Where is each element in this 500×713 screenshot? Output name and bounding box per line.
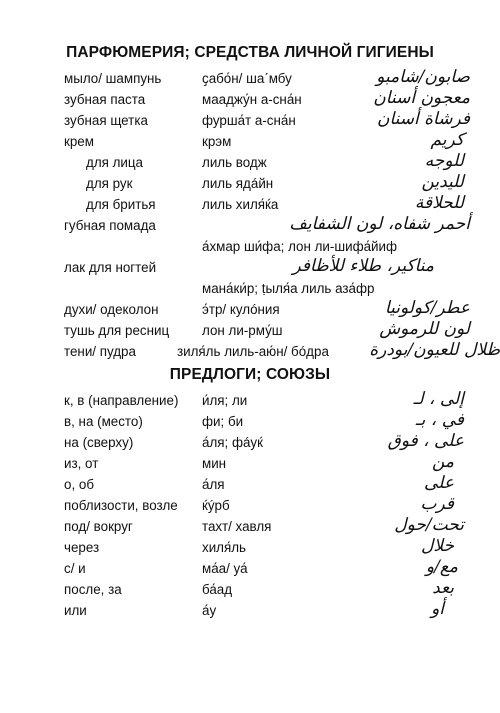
arabic-script: ظلال للعيون/بودرة bbox=[369, 340, 500, 360]
arabic-script: لليدين bbox=[421, 172, 464, 192]
transliteration: хиля́ль bbox=[202, 540, 247, 555]
transliteration: мана́ки́р; ṭыля́а лиль аза́фр bbox=[202, 281, 375, 296]
arabic-script: صابون/شامبو bbox=[376, 67, 470, 87]
list-item bbox=[64, 340, 500, 364]
russian-term: поблизости, возле bbox=[64, 498, 178, 513]
arabic-script: فرشاة أسنان bbox=[376, 109, 470, 129]
list-item bbox=[64, 578, 494, 602]
list-item bbox=[64, 431, 494, 455]
list-item bbox=[64, 256, 494, 280]
transliteration: лиль ядáйн bbox=[202, 176, 274, 191]
arabic-script: في ، بـ bbox=[415, 410, 464, 430]
transliteration: мин bbox=[202, 456, 227, 471]
arabic-script: للحلاقة bbox=[414, 193, 464, 213]
arabic-script: من bbox=[431, 452, 454, 472]
arabic-script: معجون أسنان bbox=[373, 88, 470, 108]
arabic-script: بعد bbox=[432, 578, 454, 598]
russian-term: под/ вокруг bbox=[64, 519, 133, 534]
russian-term: в, на (место) bbox=[64, 414, 143, 429]
russian-term: мыло/ шампунь bbox=[64, 71, 162, 86]
transliteration: а́хмар ши́фа; лон ли-шифа́йиф bbox=[202, 239, 398, 254]
russian-term: о, об bbox=[64, 477, 95, 492]
transliteration: лиль хиля́ќа bbox=[202, 197, 279, 212]
section-title-perfumery: ПАРФЮМЕРИЯ; СРЕДСТВА ЛИЧНОЙ ГИГИЕНЫ bbox=[66, 44, 434, 61]
transliteration: ҫабо́н/ шаˊмбу bbox=[202, 71, 292, 86]
arabic-script: لون للرموش bbox=[379, 319, 470, 339]
transliteration: э́тр/ кулóния bbox=[202, 302, 280, 317]
transliteration: лон ли-рму́ш bbox=[202, 323, 283, 338]
russian-term: крем bbox=[64, 134, 94, 149]
arabic-script: مناكير، طلاء للأظافر bbox=[292, 256, 434, 276]
arabic-script: خلال bbox=[420, 536, 454, 556]
transliteration: а́у bbox=[202, 603, 217, 618]
russian-term: лак для ногтей bbox=[64, 260, 157, 275]
arabic-script: على bbox=[424, 473, 454, 493]
russian-term: из, от bbox=[64, 456, 99, 471]
transliteration: ќýрб bbox=[202, 498, 230, 513]
russian-term: зубная щетка bbox=[64, 113, 148, 128]
russian-term: губная помада bbox=[64, 218, 156, 233]
transliteration: крэм bbox=[202, 134, 232, 149]
list-item bbox=[64, 214, 494, 238]
arabic-script: تحت/حول bbox=[394, 515, 464, 535]
transliteration: фи; би bbox=[202, 414, 244, 429]
russian-term: после, за bbox=[64, 582, 122, 597]
transliteration: фурша́т а-сна́н bbox=[202, 113, 296, 128]
russian-term: для лица bbox=[86, 155, 144, 170]
russian-term: духи/ одеколон bbox=[64, 302, 159, 317]
russian-term: с/ и bbox=[64, 561, 86, 576]
russian-term: через bbox=[64, 540, 100, 555]
russian-term: или bbox=[64, 603, 87, 618]
list-item bbox=[64, 557, 494, 581]
russian-term: на (сверху) bbox=[64, 435, 134, 450]
arabic-script: مع/و bbox=[425, 557, 458, 577]
arabic-script: عطر/كولونيا bbox=[384, 298, 470, 318]
section-title-prepositions: ПРЕДЛОГИ; СОЮЗЫ bbox=[169, 366, 331, 383]
transliteration: а́ля bbox=[202, 477, 225, 492]
russian-term: для рук bbox=[86, 176, 133, 191]
transliteration: ба́ад bbox=[202, 582, 233, 597]
transliteration: а́ля; фáуќ bbox=[202, 435, 263, 450]
transliteration: и́ля; ли bbox=[202, 393, 248, 408]
russian-term: зубная паста bbox=[64, 92, 146, 107]
arabic-script: للوجه bbox=[424, 151, 464, 171]
russian-term: тени/ пудра bbox=[64, 344, 136, 359]
transliteration: лиль водж bbox=[202, 155, 267, 170]
russian-term: к, в (направление) bbox=[64, 393, 179, 408]
transliteration: мааджу́н а-сна́н bbox=[202, 92, 302, 107]
transliteration: зиля́ль лиль-аю́н/ бóдра bbox=[177, 344, 329, 359]
list-item bbox=[64, 599, 494, 623]
transliteration: ма́а/ уа́ bbox=[202, 561, 248, 576]
arabic-script: أحمر شفاه، لون الشفايف bbox=[289, 214, 470, 234]
arabic-script: قرب bbox=[420, 494, 454, 514]
arabic-script: إلى ، لـ bbox=[413, 389, 464, 409]
russian-term: для бритья bbox=[86, 197, 156, 212]
transliteration: тахт/ хавля bbox=[202, 519, 272, 534]
arabic-script: على ، فوق bbox=[387, 431, 464, 451]
arabic-script: كريم bbox=[430, 130, 464, 150]
arabic-script: أو bbox=[431, 599, 444, 619]
russian-term: тушь для ресниц bbox=[64, 323, 170, 338]
